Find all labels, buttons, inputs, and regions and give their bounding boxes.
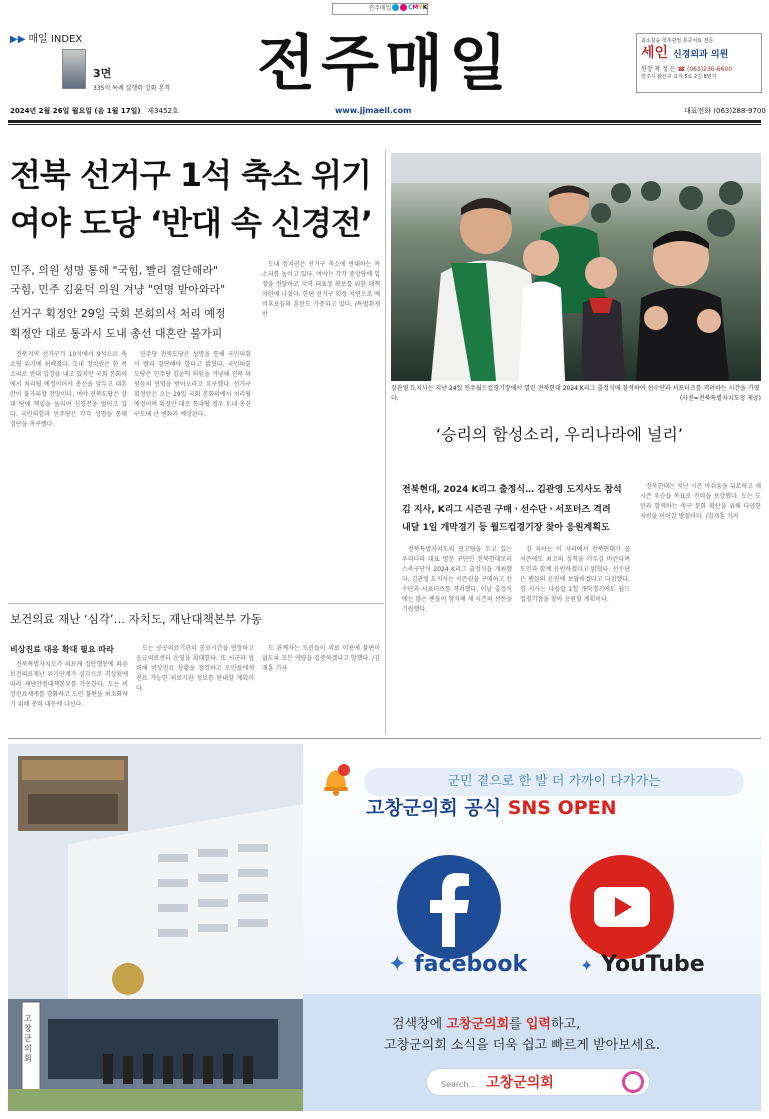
cmyk-m: M: [412, 4, 419, 11]
subhead-4: 획정안 대로 통과시 도내 총선 대혼란 불가피: [10, 327, 223, 340]
council-sign: 고 창 군 의 회: [24, 1014, 32, 1063]
article3-col2: 도는 공공의료기관의 진료시간을 연장하고 응급의료센터 운영을 확대한다. 또 시군과 협력해 비상진료 상황을 점검하고 도민들에게 진료 가능한 의료기관 정보를 안내할 계획이다.: [136, 645, 254, 692]
article2-col2: 김 지사는 이 자리에서 전북현대가 올 시즌에도 최고의 성적을 거두길 바란다며 도민과 함께 응원하겠다고 밝혔다. 선수단은 팬들의 응원에 보답하겠다고 다짐했다. 김 지사는 다음달 1일 개막경기에도 월드컵경기장을 찾아 응원할 계획이다.: [520, 546, 630, 603]
article2-subhead-2: 김 지사, K리그 시즌권 구매ㆍ선수단ㆍ서포터즈 격려: [402, 505, 611, 515]
subhead-3: 선거구 획정안 29일 국회 본회의서 처리 예정: [10, 307, 226, 320]
quote-headline: ‘승리의 함성소리, 우리나라에 널리’: [436, 425, 683, 444]
clinic-ad[interactable]: [636, 33, 762, 93]
article2-col1: 전북특별자치도의 연고팀을 두고 있는 우리나라 대표 명문 구단인 전북현대모터스축구단이 2024 K리그 출정식을 개최했다. 김관영 도지사는 시즌권을 구매하고 선수단과 서포터즈를 격려했다. 이날 출정식에는 많은 팬들이 참석해 새 시즌의 선전을 기원했다.: [402, 546, 512, 613]
masthead-title: 전주매일: [257, 29, 513, 99]
cyan-dot: [392, 4, 399, 11]
youtube-label: ✦ YouTube: [580, 952, 705, 977]
article1-col3: 도내 정치권은 선거구 축소에 반대하는 목소리를 높이고 있다. 여야는 각각 중앙당에 입장을 전달하고 지역 대표성 확보를 위한 대책 마련에 나섰다. 한편 선거구 획정 지연으로 예비후보들의 혼란도 가중되고 있다. /특별취재반: [262, 261, 380, 318]
masthead-rule: [8, 120, 761, 123]
building-illustration: [8, 744, 303, 1111]
magenta-dot: [400, 4, 407, 11]
print-box: 전주매일: [332, 3, 428, 15]
ad-tagline-pill: 군민 곁으로 한 발 더 가까이 다가가는: [364, 768, 744, 796]
article1-col1: 전북지역 선거구가 10석에서 9석으로 축소될 위기에 처해졌다. 도내 정치권은 한 목소리로 반대 입장을 내고 있지만 국회 본회의에서 처리될 예정이어서 총선을 앞두고 대혼란이 불가피할 전망이다. 여야 전북도당은 상대 당에 책임을 돌리며 신경전을 벌이고 있다. 국민의힘과 민주당은 각각 성명을 통해 결단을 촉구했다.: [10, 351, 127, 428]
ad-instruction-2: 고창군의회 소식을 더욱 쉽고 빠르게 받아보세요.: [384, 1038, 660, 1053]
section-divider: [8, 603, 384, 604]
column-divider: [385, 150, 386, 735]
index-page: 3면: [93, 67, 112, 80]
bell-icon: [320, 762, 352, 796]
ad-address: 전주시 완산구 효자 5로 2길 8번지: [641, 74, 717, 80]
facebook-label: ✦ facebook: [388, 952, 528, 977]
article1-col2: 민주당 전북도당은 성명을 통해 국민의힘이 빨리 결단해야 한다고 밝혔다. 국민의힘 도당은 민주당 김윤덕 의원을 겨냥해 전북 의원들의 연명을 받아오라고 요구했다. 선거구 획정안은 오는 29일 국회 본회의에서 처리될 예정이며 획정안 대로 통과될 경우 도내 총선 구도에 큰 변화가 예상된다.: [134, 351, 251, 418]
subhead-2: 국힘, 민주 김윤덕 의원 겨냥 "연명 받아와라": [10, 283, 226, 296]
photo-illustration: [391, 153, 761, 381]
photo-caption: 김관영 도지사는 지난 24일 전주월드컵경기장에서 열린 전북현대 2024 K리그 출정식에 참석하여 선수단과 서포터즈를 격려하는 시간을 가졌다. (사진=전북특별자치도청 제공): [391, 385, 761, 402]
ad-tagline: 최소침습 척추관절 통증치료 전문: [641, 38, 714, 44]
dateline: 2024년 2월 26일 월요일 (음 1월 17일) 제3452호: [10, 107, 179, 115]
double-arrow-icon: ▶▶: [10, 34, 26, 45]
headline-1: 전북 선거구 1석 축소 위기: [10, 156, 371, 194]
council-building-photo: [8, 744, 303, 1111]
article3-headline: 보건의료 재난 ‘심각’… 자치도, 재난대책본부 가동: [10, 612, 262, 626]
site-link[interactable]: www.jjmaeil.com: [335, 106, 412, 115]
bottom-divider: [8, 738, 761, 739]
facebook-icon[interactable]: [397, 855, 501, 959]
ad-name: 세인 신경외과 의원: [641, 45, 729, 61]
index-title: ▶▶ 매일 INDEX: [10, 34, 83, 45]
article3-col3: 도 관계자는 도민들이 의료 이용에 불편이 없도록 모든 역량을 집중하겠다고 말했다. /김재훈 기자: [262, 645, 380, 672]
article2-subhead-3: 내달 1일 개막경기 등 월드컵경기장 찾아 응원계획도: [402, 523, 610, 533]
masthead-rule-thin: [8, 124, 761, 125]
article3-subhead: 비상진료 대응 확대 필요 따라: [10, 645, 114, 654]
youtube-icon[interactable]: [570, 855, 674, 959]
cmyk-marks: [392, 4, 427, 11]
cmyk-c: C: [408, 4, 413, 11]
ad-instruction-1: 검색창에 고창군의회를 입력하고,: [392, 1017, 581, 1032]
subhead-1: 민주, 의원 성명 통해 "국힘, 빨리 결단해라": [10, 264, 219, 277]
cmyk-k: K: [422, 4, 428, 11]
article3-col1: 전북특별자치도가 의료계 집단행동에 따른 보건의료재난 위기단계가 심각으로 격상됨에 따라 재난안전대책본부를 가동한다. 도는 비상진료체계를 강화하고 도민 불편을 최소화하기 위해 총력 대응에 나선다.: [10, 661, 128, 708]
search-icon[interactable]: [622, 1071, 644, 1093]
main-phone: 대표전화 (063)288-9700: [684, 107, 766, 115]
index-thumbnail: [62, 49, 86, 89]
headline-2: 여야 도당 ‘반대 속 신경전’: [10, 204, 372, 242]
cmyk-y: Y: [418, 4, 423, 11]
search-input[interactable]: Search... 고창군의회: [426, 1068, 650, 1096]
article2-subhead-1: 전북현대, 2024 K리그 출정식… 김관영 도지사도 참석: [402, 485, 622, 495]
index-text: 335억 특례 실행력 강화 본격: [93, 85, 171, 92]
ad-title: 고창군의회 공식 SNS OPEN: [366, 797, 617, 819]
photo-football-ceremony: [391, 153, 761, 381]
ad-phone: 원장 곽 정 은 ☎ (063)236-6600: [641, 66, 733, 73]
article2-col3: 전북현대는 지난 시즌 아쉬움을 뒤로하고 새 시즌 우승을 목표로 전력을 보강했다. 도는 도민과 함께하는 축구 문화 확산을 위해 다양한 지원을 이어갈 방침이다. /김재훈 기자: [640, 483, 761, 520]
